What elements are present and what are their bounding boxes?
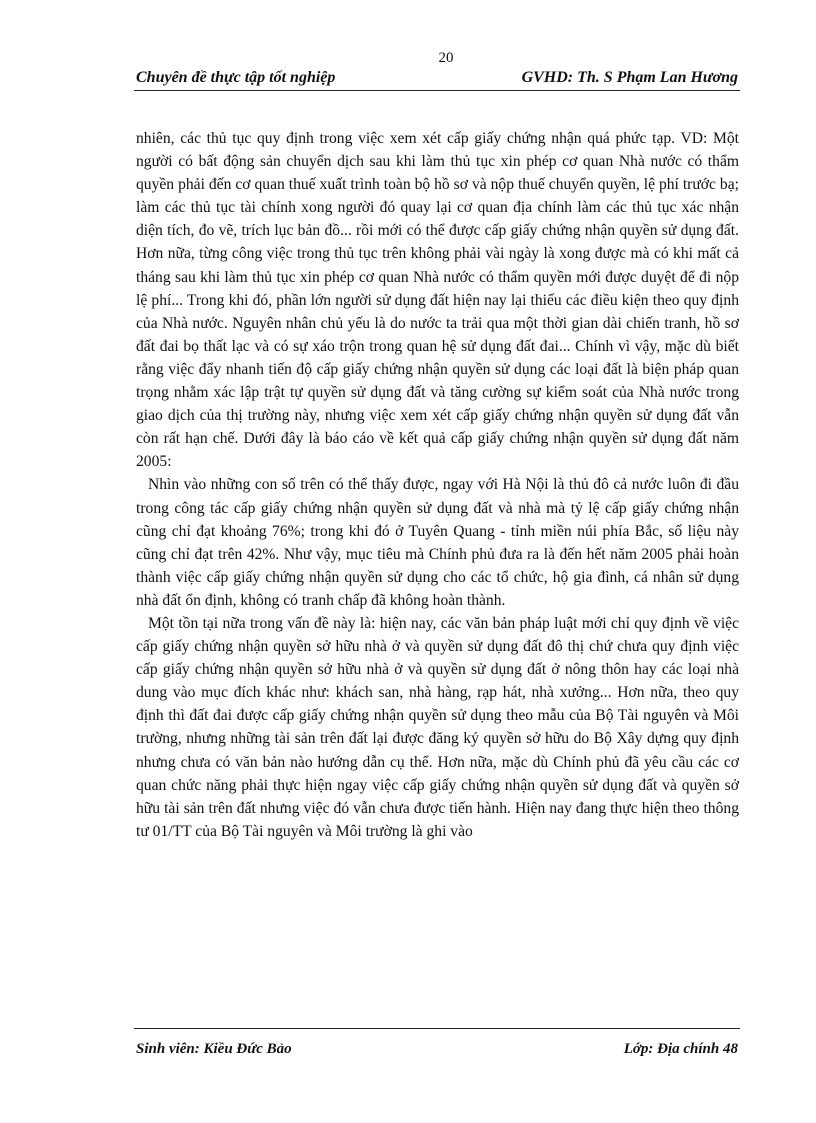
paragraph: Nhìn vào những con số trên có thể thấy được, ngay với Hà Nội là thủ đô cả nước luôn đi đầu trong công tác cấp giấy chứng nhận quyền sử dụng đất và nhà mà tỷ lệ cấp giấy chứng nhận cũng chỉ đạt khoảng 76%; trong khi đó ở Tuyên Quang - tỉnh miền núi phía Bắc, số liệu này cũng chỉ đạt trên 42%. Như vậy, mục tiêu mà Chính phủ đưa ra là đến hết năm 2005 phải hoàn thành việc cấp giấy chứng nhận quyền sử dụng cho các tổ chức, hộ gia đình, cá nhân sử dụng nhà đất ổn định, không có tranh chấp đã không hoàn thành.: [136, 476, 739, 609]
page-header: [134, 68, 740, 91]
footer-student: Sinh viên: Kiều Đức Bảo: [136, 1041, 292, 1057]
header-advisor: GVHD: Th. S Phạm Lan Hương: [521, 69, 738, 86]
header-title: Chuyên đề thực tập tốt nghiệp: [136, 69, 336, 86]
page-footer: [134, 1028, 740, 1057]
paragraph: nhiên, các thủ tục quy định trong việc xem xét cấp giấy chứng nhận quá phức tạp. VD: Một người có bất động sản chuyển dịch sau khi làm thủ tục xin phép cơ quan Nhà nước có thẩm quyền phải đến cơ quan thuế xuất trình toàn bộ hồ sơ và nộp thuế chuyển quyền, lệ phí trước bạ; làm các thủ tục tài chính xong người đó quay lại cơ quan địa chính làm các thủ tục xác nhận diện tích, đo vẽ, trích lục bản đồ... rồi mới có thể được cấp giấy chứng nhận quyền sử dụng đất. Hơn nữa, từng công việc trong thủ tục trên không phải vài ngày là xong được mà có khi mất cả tháng sau khi làm thủ tục xin phép cơ quan Nhà nước có thẩm quyền mới được duyệt để đi nộp lệ phí... Trong khi đó, phần lớn người sử dụng đất hiện nay lại thiếu các điều kiện theo quy định của Nhà nước. Nguyên nhân chủ yếu là do nước ta trải qua một thời gian dài chiến tranh, hồ sơ đất đai bọ thất lạc và có sự xáo trộn trong quan hệ sử dụng đất đai... Chính vì vậy, mặc dù biết rằng việc đẩy nhanh tiến độ cấp giấy chứng nhận quyền sử dụng các loại đất là biện pháp quan trọng nhằm xác lập trật tự quyền sử dụng đất và tăng cường sự kiểm soát của Nhà nước trong giao dịch của thị trường này, nhưng việc xem xét cấp giấy chứng nhận quyền sử dụng đất vẫn còn rất hạn chế. Dưới đây là báo cáo về kết quả cấp giấy chứng nhận quyền sử dụng đất năm 2005:: [136, 130, 739, 471]
page-number: 20: [438, 50, 454, 66]
footer-class: Lớp: Địa chính 48: [623, 1041, 738, 1057]
paragraph: Một tồn tại nữa trong vấn đề này là: hiện nay, các văn bản pháp luật mới chỉ quy định về việc cấp giấy chứng nhận quyền sở hữu nhà ở và quyền sử dụng đất đô thị chứ chưa quy định việc cấp giấy chứng nhận quyền sở hữu nhà ở và quyền sử dụng đất ở nông thôn hay các loại nhà dung vào mục đích khác như: khách san, nhà hàng, rạp hát, nhà xưởng... Hơn nữa, theo quy định thì đất đai được cấp giấy chứng nhận quyền sử dụng theo mẫu của Bộ Tài nguyên và Môi trường, nhưng những tài sản trên đất lại được đăng ký quyền sở hữu do Bộ Xây dựng quy định nhưng chưa có văn bản nào hướng dẫn cụ thể. Hơn nữa, mặc dù Chính phủ đã yêu cầu các cơ quan chức năng phải thực hiện ngay việc cấp giấy chứng nhận quyền sử dụng đất và quyền sở hữu tài sản trên đất nhưng việc đó vẫn chưa được tiến hành. Hiện nay đang thực hiện theo thông tư 01/TT của Bộ Tài nguyên và Môi trường là ghi vào: [136, 614, 739, 840]
document-body: [136, 127, 739, 843]
